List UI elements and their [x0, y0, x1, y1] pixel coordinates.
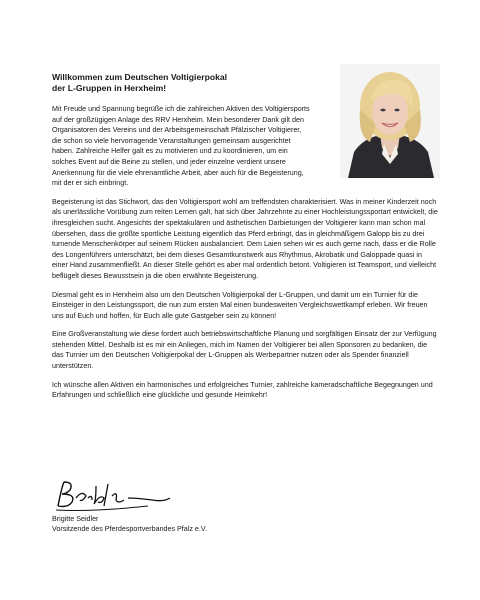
signatory-name: Brigitte Seidler [52, 515, 99, 523]
paragraph-4: Ich wünsche allen Aktiven ein harmonisches und erfolgreiches Turnier, zahlreiche kameradschaftliche Begegnungen und Erfahrungen und schließlich eine glückliche und gesunde Heimkehr! [52, 380, 433, 400]
title-line-2: der L-Gruppen in Herxheim! [52, 83, 167, 93]
paragraph-2: Diesmal geht es in Herxheim also um den Deutschen Voltigierpokal der L-Gruppen, und damit um ein Turnier für die Einsteiger in den Leistungssport, die nun zum ersten Mal einen bundesweiten Vergleichswettkampf erleben. Wir freuen uns auf Euch und hoffen, für Euch alle gute Gastgeber sein zu können! [52, 290, 428, 320]
title-line-1: Willkommen zum Deutschen Voltigierpokal [52, 72, 228, 82]
paragraph-1: Begeisterung ist das Stichwort, das den Voltigiersport wohl am treffendsten charakterisiert. Was in meiner Kinderzeit noch als unerlässliche Vorübung zum reiten Lernen galt, hat sich über Jahrzehnte zu einer Hochleistungssportart entwickelt, die ihresgleichen sucht. Angesichts der spektakulären und ästhetischen Darbietungen der Voltigierer kann man schon mal übersehen, dass die größte sportliche Leistung eigentlich das Pferd erbringt, das in gleichmäßigem Galopp bis zu drei turnende Menschenkörper auf seinem Rücken ausbalanciert. Dem Laien sehen wir es auch gerne nach, dass er die Rolle des Longenführers unterschätzt, bei dem dieses Gesamtkunstwerk aus Rhythmus, Akrobatik und Galoppade quasi in einer Hand zusammenfließt. An dieser Stelle gehört es aber mal ordentlich betont. Voltigieren ist Teamsport, und vielleicht beflügelt dieses Bewusstsein ja die oben erwähnte Begeisterung. [52, 197, 438, 280]
signatory-role: Vorsitzende des Pferdesportverbandes Pfalz e.V. [52, 525, 207, 534]
intro-paragraph: Mit Freude und Spannung begrüße ich die zahlreichen Aktiven des Voltigiersports auf der großzügigen Anlage des RRV Herxheim. Mein besonderer Dank gilt den Organisatoren des Vereins und der Arbeitsgemeinschaft Pfälzischer Voltigierer, die schon so viele hervorragende Veranstaltungen gemeinsam ausgerichtet haben. Zahlreiche Helfer galt es zu motivieren und zu koordinieren, um ein solches Event auf die Beine zu stellen, und jeder einzelne verdient unsere Anerkennung für die viele ehrenamtliche Arbeit, aber auch für die Begeisterung, mit der er sich einbringt. [52, 105, 310, 188]
portrait-illustration [340, 64, 440, 178]
portrait-photo [340, 64, 440, 178]
paragraph-3: Eine Großveranstaltung wie diese fordert auch betriebswirtschaftliche Planung und sorgfältigen Einsatz der zur Verfügung stehenden Mittel. Deshalb ist es mir ein Anliegen, mich im Namen der Voltigierer bei allen Sponsoren zu bedanken, die das Turnier um den Deutschen Voltigierpokal der L-Gruppen als Werbepartner nutzen oder als Spender finanziell unterstützen. [52, 330, 437, 371]
signature-block [52, 514, 207, 535]
handwritten-signature [52, 476, 172, 514]
